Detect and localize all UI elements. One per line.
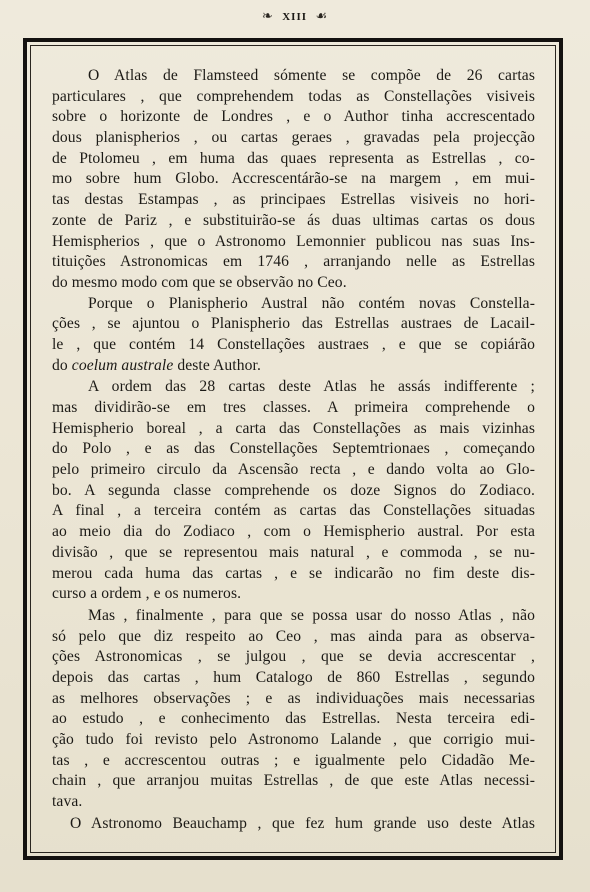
text-line: de Ptolomeu , em huma das quaes representa as Estrellas , co- — [52, 149, 535, 167]
text-line: ções Astronomicas , se julgou , que se devia accrescentar , — [52, 648, 535, 666]
text-line: as melhores observações ; e as individuações mais necessarias — [52, 689, 535, 707]
page-header — [0, 10, 590, 24]
text-line: tava. — [52, 793, 83, 811]
text-line: O Atlas de Flamsteed sómente se compõe de 26 cartas — [88, 67, 535, 84]
text-fragment: do — [52, 356, 68, 374]
text-line: mo sobre hum Globo. Accrescentárão-se na margem , em mui- — [52, 170, 535, 188]
text-line: do mesmo modo com que se observão no Ceo. — [52, 273, 347, 291]
page-number: XIII — [282, 11, 308, 23]
text-line: ções , se ajuntou o Planispherio das Estrellas austraes de Lacail- — [52, 315, 535, 333]
text-fragment: deste Author. — [177, 356, 261, 374]
text-line: Hemispherio boreal , a carta das Constellações as mais vizinhas — [52, 419, 535, 437]
right-ornament-icon: ☙ — [315, 9, 329, 24]
text-line: mas dividirão-se em tres classes. A primeira comprehende o — [52, 399, 535, 416]
text-line: ao meio dia do Zodiaco , com o Hemispherio austral. Por esta — [52, 523, 535, 541]
text-line: depois das cartas , hum Catalogo de 860 Estrellas , segundo — [52, 668, 535, 686]
left-ornament-icon: ❧ — [261, 9, 274, 24]
text-line: dous planispherios , ou cartas geraes , gravadas pela projecção — [52, 129, 535, 147]
text-line: A ordem das 28 cartas deste Atlas he assás indifferente ; — [88, 378, 535, 396]
text-line: A final , a terceira contém as cartas das Constellações situadas — [52, 502, 535, 520]
text-line: merou cada huma das cartas , e se indicarão no fim deste dis- — [52, 564, 535, 582]
text-line: curso a ordem , e os numeros. — [52, 585, 242, 603]
text-line: le , que contém 14 Constellações austraes , e que se copiárão — [52, 335, 535, 353]
italic-latin-term: coelum australe — [71, 356, 174, 374]
text-line: só pelo que diz respeito ao Ceo , mas ainda para as observa- — [52, 627, 535, 645]
text-line: do Polo , e as das Constellações Septemtrionaes , começando — [52, 440, 535, 458]
text-line: pelo primeiro circulo da Ascensão recta , e dando volta ao Glo- — [52, 461, 535, 479]
text-line: tituições Astronomicas em 1746 , arranjando nelle as Estrellas — [52, 253, 535, 271]
text-line: zonte de Pariz , e substituirão-se ás duas ultimas cartas os dous — [52, 211, 535, 229]
text-line: Porque o Planispherio Austral não contém novas Constella- — [88, 294, 535, 312]
text-line: O Astronomo Beauchamp , que fez hum grande uso deste Atlas — [70, 814, 535, 832]
text-line: divisão , que se representou mais natural , e commoda , se nu- — [52, 543, 535, 561]
text-line: tas destas Estampas , as principaes Estrellas visiveis no hori- — [52, 191, 535, 209]
body-text — [52, 66, 535, 834]
text-line: Hemispherios , que o Astronomo Lemonnier publicou nas suas Ins- — [52, 232, 535, 250]
text-line: ao estudo , e conhecimento das Estrellas. Nesta terceira edi- — [52, 710, 535, 728]
text-line — [52, 356, 535, 377]
text-line: ção tudo foi revisto pelo Astronomo Lalande , que corrigio mui- — [52, 731, 535, 748]
text-line: chain , que arranjou muitas Estrellas , de que este Atlas necessi- — [52, 772, 535, 790]
text-line: particulares , que comprehendem todas as Constellações visiveis — [52, 87, 535, 105]
text-line: bo. A segunda classe comprehende os doze Signos do Zodiaco. — [52, 481, 535, 499]
text-line: Mas , finalmente , para que se possa usar do nosso Atlas , não — [88, 606, 535, 624]
text-line: sobre o horizonte de Londres , e o Author tinha accrescentado — [52, 108, 535, 126]
text-line: tas , e accrescentou outras ; e igualmente pelo Cidadão Me- — [52, 751, 535, 769]
